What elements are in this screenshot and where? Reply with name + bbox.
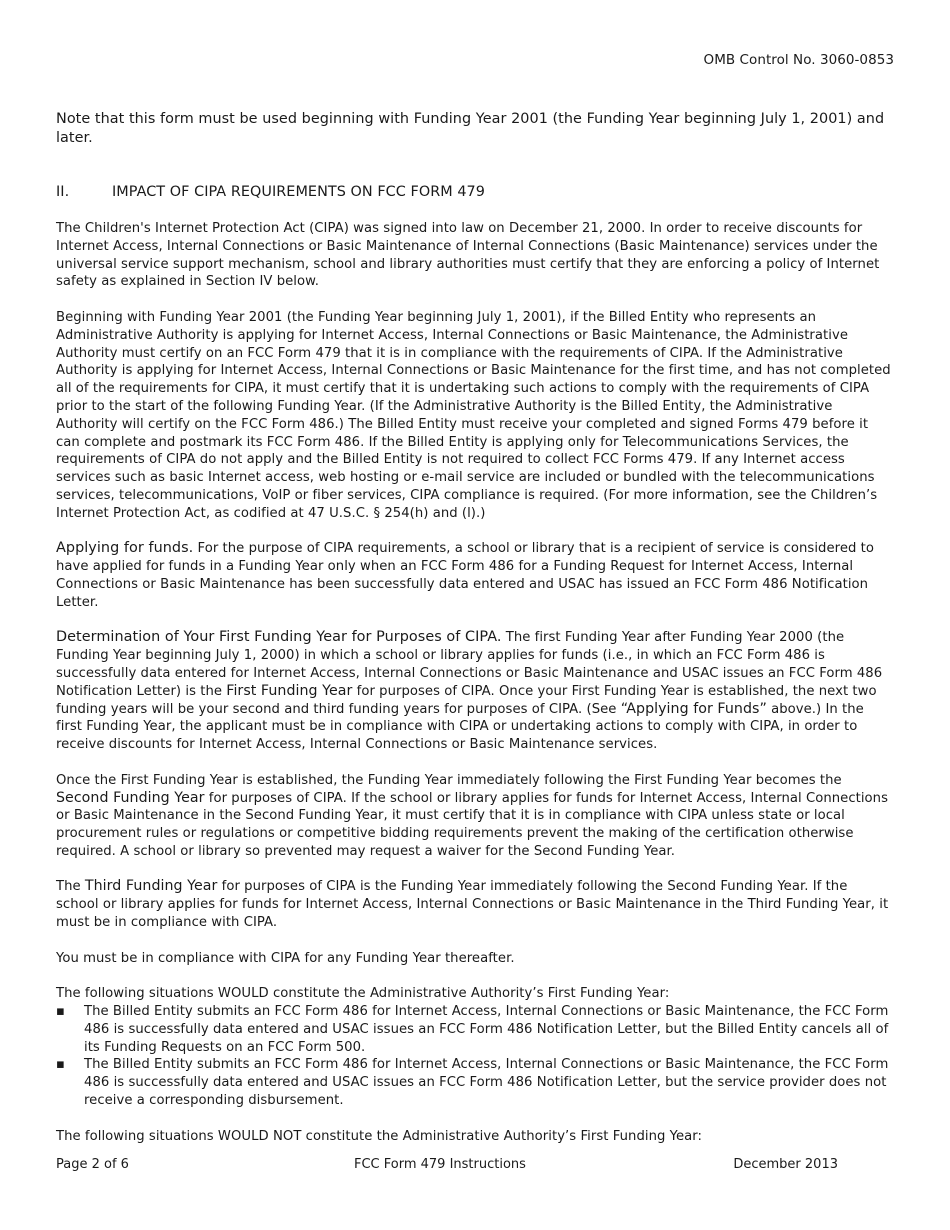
- paragraph-would-not-constitute: The following situations WOULD NOT constitute the Administrative Authority’s First Funding Year:: [56, 1128, 703, 1144]
- section-title: IMPACT OF CIPA REQUIREMENTS ON FCC FORM 479: [112, 184, 485, 200]
- second-funding-year-term: Second Funding Year: [56, 789, 205, 806]
- applying-for-funds-reference: “Applying for Funds”: [620, 700, 767, 717]
- third-funding-year-term: Third Funding Year: [84, 878, 218, 895]
- section-heading: [56, 184, 485, 202]
- second-funding-year-text-a: Once the First Funding Year is established, the Funding Year immediately following the First Funding Year becomes the: [56, 772, 842, 788]
- list-item-text: The Billed Entity submits an FCC Form 486 for Internet Access, Internal Connections or Basic Maintenance, the FCC Form 486 is successfully data entered and USAC issues an FCC Form 486 Notification Letter, but the service provider does not receive a corresponding disbursement.: [84, 1057, 889, 1109]
- list-item: [56, 1003, 894, 1056]
- paragraph-thereafter: You must be in compliance with CIPA for any Funding Year thereafter.: [56, 950, 515, 966]
- third-funding-year-text-b: for purposes of CIPA is the Funding Year immediately following the Second Funding Year. If the school or library applies for funds for Internet Access, Internal Connections or Basic Maintenance in the Third Funding Year, it must be in compliance with CIPA.: [56, 879, 889, 931]
- section-number: II.: [56, 184, 70, 200]
- first-funding-year-text-c: above.) In the first Funding Year, the applicant must be in compliance with CIPA or undertaking actions to comply with CIPA, in order to receive discounts for Internet Access, Internal Connections or Basic Maintenance services.: [56, 701, 864, 753]
- paragraph-cipa-intro: The Children's Internet Protection Act (CIPA) was signed into law on December 21, 2000. In order to receive discounts for Internet Access, Internal Connections or Basic Maintenance of Internal Connections (Basic Maintenance) services under the universal service support mechanism, school and library authorities must certify that they are enforcing a policy of Internet safety as explained in Section IV below.: [56, 221, 880, 290]
- paragraph-third-funding-year: [56, 878, 894, 931]
- page-number: Page 2 of 6: [56, 1157, 129, 1172]
- paragraph-second-funding-year: [56, 772, 894, 861]
- first-funding-year-lead: Determination of Your First Funding Year for Purposes of CIPA.: [56, 629, 502, 646]
- first-funding-year-text-a: The first Funding Year after Funding Year 2000 (the Funding Year beginning July 1, 2000) in which a school or library applies for funds (i.e., in which an FCC Form 486 is successfully data entered for Internet Access, Internal Connections or Basic Maintenance and USAC issues an FCC Form 486 Notification Letter) is the: [56, 630, 883, 699]
- usage-note: Note that this form must be used beginning with Funding Year 2001 (the Funding Year beginning July 1, 2001) and later.: [56, 111, 885, 146]
- section-body: [56, 220, 894, 1163]
- first-funding-year-term: First Funding Year: [226, 682, 353, 699]
- footer-title: FCC Form 479 Instructions: [354, 1157, 526, 1172]
- applying-for-funds-text: For the purpose of CIPA requirements, a school or library that is a recipient of service is considered to have applied for funds in a Funding Year only when an FCC Form 486 for a Funding Request for Internet Access, Internal Connections or Basic Maintenance has been successfully data entered and USAC has issued an FCC Form 486 Notification Letter.: [56, 541, 874, 610]
- bullet-icon: ▪: [56, 1004, 65, 1020]
- paragraph-applying-for-funds: [56, 540, 894, 611]
- first-funding-year-text-b: for purposes of CIPA. Once your First Funding Year is established, the next two funding years will be your second and third funding years for purposes of CIPA. (See: [56, 683, 877, 717]
- applying-for-funds-lead: Applying for funds.: [56, 540, 194, 557]
- paragraph-would-constitute: The following situations WOULD constitute the Administrative Authority’s First Funding Year:: [56, 986, 670, 1002]
- third-funding-year-text-a: The: [56, 879, 85, 895]
- footer-date: December 2013: [733, 1157, 838, 1172]
- omb-control-number: OMB Control No. 3060-0853: [703, 52, 894, 68]
- list-item-text: The Billed Entity submits an FCC Form 486 for Internet Access, Internal Connections or Basic Maintenance, the FCC Form 486 is successfully data entered and USAC issues an FCC Form 486 Notification Letter, but the Billed Entity cancels all of its Funding Requests on an FCC Form 500.: [84, 1004, 889, 1055]
- list-item: [56, 1056, 894, 1109]
- paragraph-certification: Beginning with Funding Year 2001 (the Funding Year beginning July 1, 2001), if the Billed Entity who represents an Administrative Authority is applying for Internet Access, Internal Connections or Basic Maintenance, the Administrative Authority must certify on an FCC Form 479 that it is in compliance with the requirements of CIPA. If the Administrative Authority is applying for Internet Access, Internal Connections or Basic Maintenance for the first time, and has not completed all of the requirements for CIPA, it must certify that it is undertaking such actions to comply with the requirements of CIPA prior to the start of the following Funding Year. (If the Administrative Authority is the Billed Entity, the Administrative Authority will certify on the FCC Form 486.) The Billed Entity must receive your completed and signed Forms 479 before it can complete and postmark its FCC Form 486. If the Billed Entity is applying only for Telecommunications Services, the requirements of CIPA do not apply and the Billed Entity is not required to collect FCC Forms 479. If any Internet access services such as basic Internet access, web hosting or e-mail service are included or bundled with the telecommunications services, telecommunications, VoIP or fiber services, CIPA compliance is required. (For more information, see the Children’s Internet Protection Act, as codified at 47 U.S.C. § 254(h) and (l).): [56, 309, 891, 521]
- paragraph-first-funding-year: [56, 629, 894, 754]
- bullet-icon: ▪: [56, 1057, 65, 1073]
- second-funding-year-text-b: for purposes of CIPA. If the school or library applies for funds for Internet Access, Internal Connections or Basic Maintenance in the Second Funding Year, it must certify that it is in compliance with CIPA unless state or local procurement rules or regulations or competitive bidding requirements prevent the making of the certification otherwise required. A school or library so prevented may request a waiver for the Second Funding Year.: [56, 790, 889, 859]
- would-constitute-list: [56, 1003, 894, 1110]
